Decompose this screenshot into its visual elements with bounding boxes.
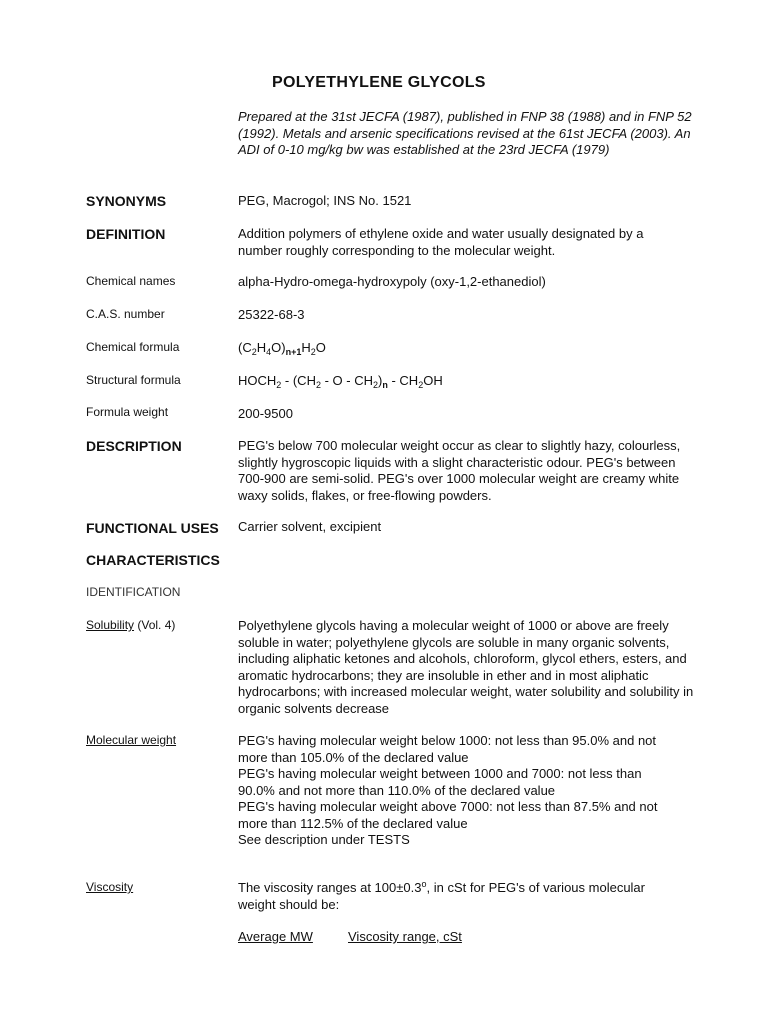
viscosity-value: The viscosity ranges at $100\pm 0.3^o$, in cSt for PEG's of various molecular weight should be: — [238, 879, 645, 912]
definition-heading: DEFINITION — [86, 226, 166, 242]
molecular-weight-label: Molecular weight — [86, 733, 177, 747]
synonyms-value: PEG, Macrogol; INS No. 1521 — [238, 193, 412, 208]
chemical-names-value: alpha-Hydro-omega-hydroxypoly (oxy-1,2-ethanediol) — [238, 274, 546, 289]
structural-formula-value: $HOCH_2 - (CH_2$ - O - $CH_2)_n - CH_2OH$ — [238, 373, 443, 390]
cas-number-value: 25322-68-3 — [238, 307, 305, 322]
cas-number-label: C.A.S. number — [86, 307, 165, 321]
description-value: PEG's below 700 molecular weight occur as clear to slightly hazy, colourless, slightly hygroscopic liquids with a slight characteristic odour. PEG's between 700-900 are semi-solid. PEG's over 1000 molecular weight are creamy white waxy solids, flakes, or free-flowing powders. — [238, 438, 681, 503]
characteristics-heading: CHARACTERISTICS — [86, 552, 220, 568]
description-heading: DESCRIPTION — [86, 438, 182, 454]
viscosity-label: Viscosity — [86, 880, 134, 894]
chemical-names-label: Chemical names — [86, 274, 176, 288]
synonyms-heading: SYNONYMS — [86, 193, 167, 209]
chemical-formula-label: Chemical formula — [86, 340, 180, 354]
column-header-viscosity-range: Viscosity range, cSt — [348, 929, 462, 944]
formula-weight-label: Formula weight — [86, 405, 169, 419]
structural-formula-label: Structural formula — [86, 373, 181, 387]
chemical-formula-value: $(C_2H_4O)_{n+1}H_2O$ — [238, 340, 326, 357]
solubility-value: Polyethylene glycols having a molecular weight of 1000 or above are freely soluble in water; polyethylene glycols are soluble in many organic solvents, including aliphatic ketones and alcohols, chloroform, glycol ethers, esters, and aromatic hydrocarbons; they are insoluble in ether and in most aliphatic hydrocarbons; with increased molecular weight, water solubility and solubility in organic solvents decrease — [238, 618, 694, 716]
preamble-note: Prepared at the 31st JECFA (1987), published in FNP 38 (1988) and in FNP 52 (1992). Metals and arsenic specifications revised at the 61st JECFA (2003). An ADI of 0-10 mg/kg bw was established at the 23rd JECFA (1979) — [238, 109, 692, 157]
functional-uses-heading: FUNCTIONAL USES — [86, 520, 219, 536]
solubility-label: Solubility (Vol. 4) — [86, 618, 176, 632]
functional-uses-value: Carrier solvent, excipient — [238, 519, 382, 534]
page-title: POLYETHYLENE GLYCOLS — [272, 74, 486, 91]
identification-heading: IDENTIFICATION — [86, 585, 181, 599]
definition-value: Addition polymers of ethylene oxide and water usually designated by a number roughly corresponding to the molecular weight. — [238, 226, 644, 258]
molecular-weight-value: PEG's having molecular weight below 1000: not less than 95.0% and not more than 105.0% of the declared value PEG's having molecular weight between 1000 and 7000: not less than 90.0% and not more than 110.0% of the declared value PEG's having molecular weight above 7000: not less than 87.5% and not more than 112.5% of the declared value See description under TESTS — [238, 733, 658, 847]
column-header-average-mw: Average MW — [238, 929, 313, 944]
formula-weight-value: 200-9500 — [238, 406, 293, 421]
viscosity-table-header — [238, 929, 462, 944]
